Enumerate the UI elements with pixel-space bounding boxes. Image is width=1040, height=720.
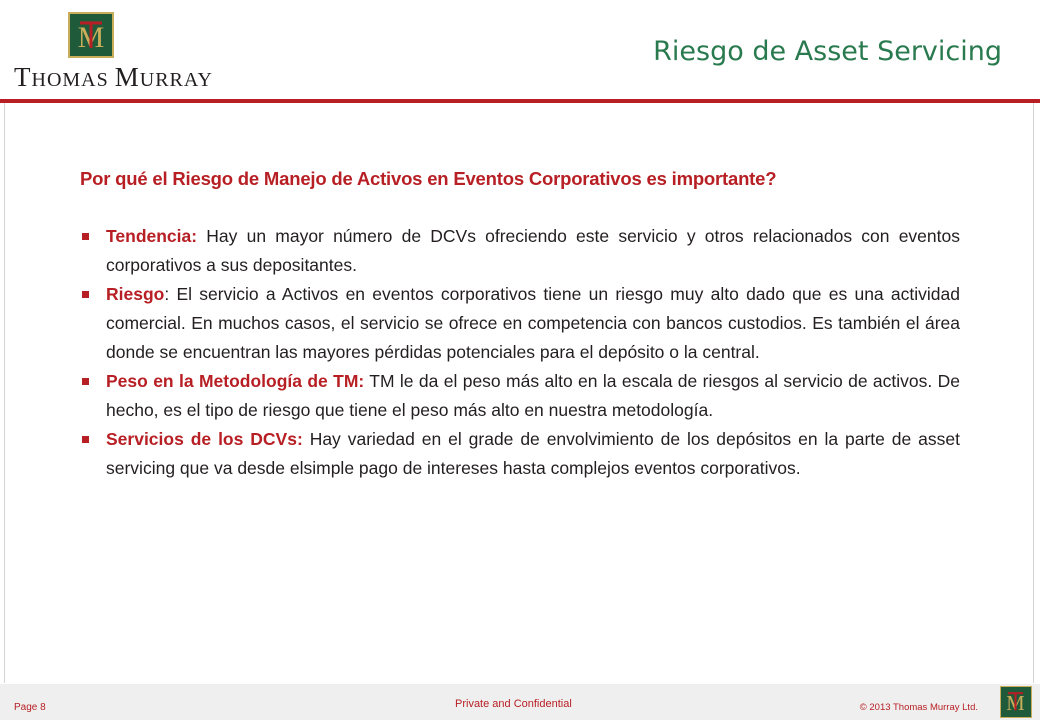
square-bullet-icon (82, 436, 89, 443)
svg-text:M: M (77, 21, 105, 54)
bullet-text: Hay un mayor número de DCVs ofreciendo este servicio y otros relacionados con eventos corporativos a sus depositantes. (106, 226, 960, 275)
list-item (80, 367, 960, 425)
square-bullet-icon (82, 291, 89, 298)
footer-logo-icon (1000, 686, 1032, 718)
bullet-term: Tendencia: (106, 226, 198, 246)
square-bullet-icon (82, 233, 89, 240)
page-title: Riesgo de Asset Servicing (653, 36, 1002, 67)
list-item (80, 222, 960, 280)
bullet-term: Riesgo (106, 284, 165, 304)
square-bullet-icon (82, 378, 89, 385)
bullet-text: TM le da el peso más alto en la escala de riesgos al servicio de activos. De hecho, es el tipo de riesgo que tiene el peso más alto en nuestra metodología. (106, 371, 960, 420)
slide-footer (0, 684, 1040, 720)
bullet-text: : El servicio a Activos en eventos corporativos tiene un riesgo muy alto dado que es una actividad comercial. En muchos casos, el servicio se ofrece en competencia con bancos custodios. Es también el área donde se encuentran las mayores pérdidas potenciales para el depósito o la central. (106, 284, 960, 362)
copyright-text: © 2013 Thomas Murray Ltd. (859, 702, 978, 713)
page-number: Page 8 (14, 702, 46, 713)
bullet-text: Hay variedad en el grade de envolvimiento de los depósitos en la parte de asset servicing que va desde elsimple pago de intereses hasta complejos eventos corporativos. (106, 429, 960, 478)
slide-header (0, 0, 1040, 100)
confidential-label: Private and Confidential (455, 698, 572, 710)
svg-text:M: M (1006, 692, 1025, 715)
section-heading: Por qué el Riesgo de Manejo de Activos en Eventos Corporativos es importante? (80, 168, 777, 189)
bullet-term: Peso en la Metodología de TM: (106, 371, 365, 391)
list-item (80, 425, 960, 483)
brand-wordmark: THOMAS MURRAY (14, 62, 213, 92)
bullet-term: Servicios de los DCVs: (106, 429, 303, 449)
thomas-murray-logo-icon (68, 12, 114, 58)
bullet-list (80, 222, 960, 483)
list-item (80, 280, 960, 367)
